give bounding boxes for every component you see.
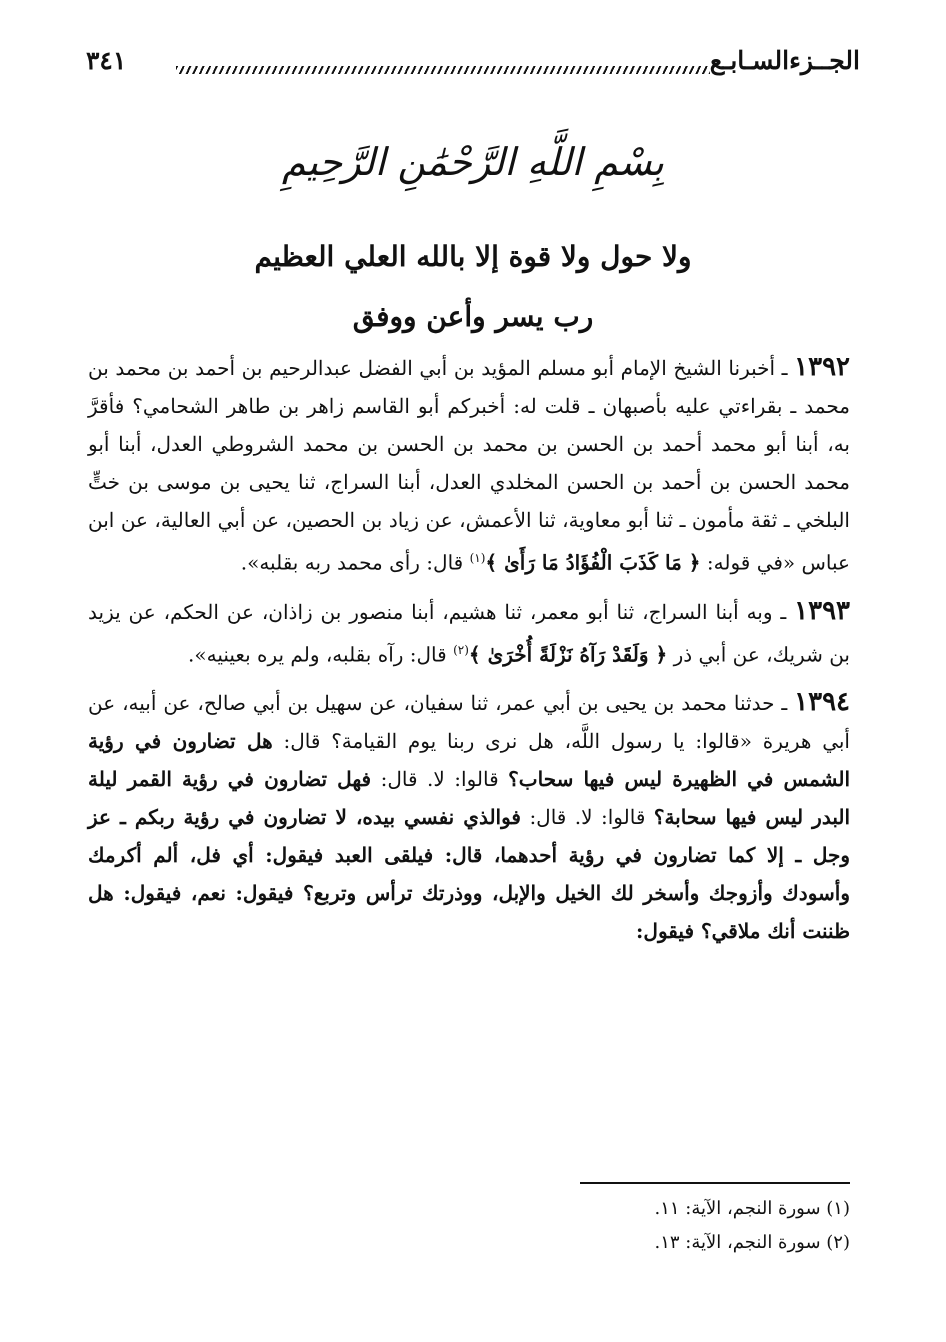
footnote-1: (١) سورة النجم، الآية: ١١. [654, 1198, 850, 1219]
volume-title: الجــزءالسـابـع [709, 46, 860, 75]
footnotes [88, 1192, 850, 1260]
paragraph-text: قالوا: لا. قال: [521, 805, 654, 830]
footnote-separator [580, 1182, 850, 1184]
page-number: ٣٤١ [86, 46, 127, 75]
paragraph-1393 [88, 592, 850, 674]
prophetic-speech: فهل تضارون في رؤية القمر ليلة البدر ليس فيها سحابة؟ [88, 767, 851, 830]
paragraph-text: ـ وبه أبنا السراج، ثنا أبو معمر، ثنا هشيم، أبنا منصور بن زاذان، عن الحكم، عن يزيد بن شريك، عن أبي ذر [88, 599, 850, 667]
prophetic-speech: فوالذي نفسي بيده، لا تضارون في رؤية ربكم ـ عز وجل ـ إلا كما تضارون في رؤية أحدهما، قال: فيلقى العبد فيقول: أي فل، ألم أكرمك وأسودك وأزوجك وأسخر لك الخيل والإبل، ووذرتك ترأس وتربع؟ فيقول: نعم، فيقول: هل ظننت أنك ملاقي؟ فيقول: [88, 805, 850, 944]
quran-verse: ﴿ مَا كَذَبَ الْفُؤَادُ مَا رَأَىٰ ﴾ [485, 550, 701, 575]
main-text [88, 348, 850, 960]
paragraph-text: ـ أخبرنا الشيخ الإمام أبو مسلم المؤيد بن أبي الفضل عبدالرحيم بن أحمد بن محمد بن محمد ـ بقراءتي عليه بأصبهان ـ قلت له: أخبركم أبو القاسم زاهر بن طاهر الشحامي؟ فأقرَّ به، أبنا أبو محمد أحمد بن الحسن بن محمد بن الحسن بن محمد الشروطي العدل، أبنا أبو محمد الحسن بن أحمد بن الحسن المخلدي العدل، أبنا السراج، ثنا يحيى بن موسى بن ختٍّ البلخي ـ ثقة مأمون ـ ثنا أبو معاوية، ثنا الأعمش، عن زياد بن الحصين، عن أبي العالية، عن ابن عباس «في قوله: [88, 356, 850, 575]
paragraph-text: قال: رآه بقلبه، ولم يره بعينيه». [188, 642, 454, 667]
paragraph-text: قال: رأى محمد ربه بقلبه». [240, 550, 470, 575]
footnote-2: (٢) سورة النجم، الآية: ١٣. [654, 1232, 850, 1253]
footnote-mark: (٢) [453, 642, 469, 657]
prophetic-speech: هل تضارون في رؤية الشمس في الظهيرة ليس فيها سحاب؟ [88, 729, 850, 792]
paragraph-1392 [88, 348, 850, 582]
title-dua: رب يسر وأعن ووفق [352, 300, 594, 333]
page-header [86, 46, 860, 86]
paragraph-text: قالوا: لا. قال: [371, 767, 509, 792]
paragraph-text: ـ حدثنا محمد بن يحيى بن أبي عمر، ثنا سفيان، عن سهيل بن أبي صالح، عن أبيه، عن أبي هريرة «قالوا: يا رسول اللَّه، هل نرى ربنا يوم القيامة؟ قال: [88, 691, 850, 754]
hadith-number: ١٣٩٣ [794, 595, 850, 626]
quran-verse: ﴿ وَلَقَدْ رَآهُ نَزْلَةً أُخْرَىٰ ﴾ [468, 642, 668, 667]
footnote-mark: (١) [469, 551, 486, 565]
hadith-number: ١٣٩٢ [794, 352, 850, 382]
title-hawqala: ولا حول ولا قوة إلا بالله العلي العظيم [254, 240, 692, 273]
header-rule [176, 66, 710, 74]
paragraph-1394 [88, 683, 850, 950]
hadith-number: ١٣٩٤ [794, 687, 850, 718]
basmala: بِسْمِ اللَّهِ الرَّحْمَٰنِ الرَّحِيمِ [282, 140, 664, 184]
